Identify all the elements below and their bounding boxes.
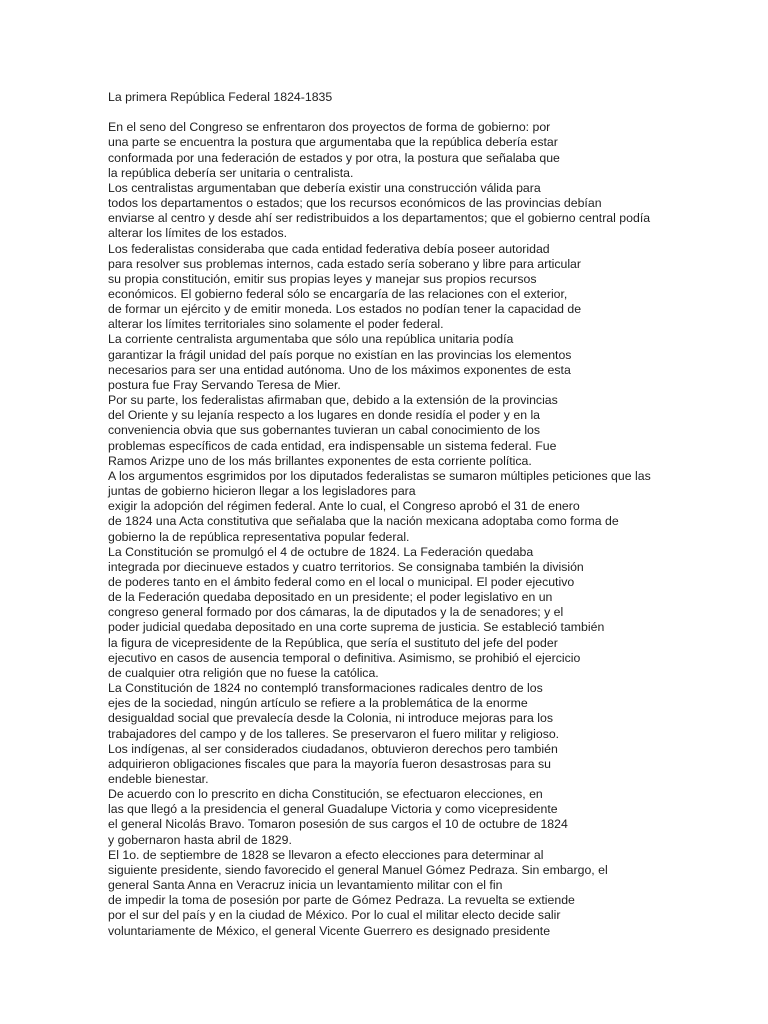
text-line: necesarios para ser una entidad autónoma. Uno de los máximos exponentes de esta <box>108 362 571 377</box>
text-line: general Santa Anna en Veracruz inicia un levantamiento militar con el fin <box>108 878 503 893</box>
text-line: su propia constitución, emitir sus propias leyes y manejar sus propios recursos <box>108 271 537 286</box>
text-line: congreso general formado por dos cámaras, la de diputados y la de senadores; y el <box>108 605 564 620</box>
text-line: por el sur del país y en la ciudad de México. Por lo cual el militar electo decide salir <box>108 908 561 923</box>
text-line: alterar los límites territoriales sino solamente el poder federal. <box>108 317 444 332</box>
text-line: postura fue Fray Servando Teresa de Mier. <box>108 377 341 392</box>
text-line: La corriente centralista argumentaba que sólo una república unitaria podía <box>108 332 514 347</box>
text-line: trabajadores del campo y de los talleres. Se preservaron el fuero militar y religioso. <box>108 726 560 741</box>
text-line: para resolver sus problemas internos, cada estado sería soberano y libre para articular <box>108 256 581 271</box>
text-line: de poderes tanto en el ámbito federal como en el local o municipal. El poder ejecutivo <box>108 574 575 589</box>
text-line: enviarse al centro y desde ahí ser redistribuidos a los departamentos; que el gobierno central podía <box>108 211 651 226</box>
document-title: La primera República Federal 1824-1835 <box>108 90 333 104</box>
text-line: la figura de vicepresidente de la República, que sería el sustituto del jefe del poder <box>108 635 558 650</box>
text-line: de cualquier otra religión que no fuese la católica. <box>108 665 379 680</box>
text-line: la república debería ser unitaria o centralista. <box>108 165 354 180</box>
text-line: La Constitución se promulgó el 4 de octubre de 1824. La Federación quedaba <box>108 544 534 559</box>
text-line: adquirieron obligaciones fiscales que para la mayoría fueron desastrosas para su <box>108 756 551 771</box>
text-line: del Oriente y su lejanía respecto a los lugares en donde residía el poder y en la <box>108 408 541 423</box>
text-line: voluntariamente de México, el general Vicente Guerrero es designado presidente <box>108 923 551 938</box>
text-line: y gobernaron hasta abril de 1829. <box>108 832 292 847</box>
text-line: Los federalistas consideraba que cada entidad federativa debía poseer autoridad <box>108 241 550 256</box>
text-line: juntas de gobierno hicieron llegar a los legisladores para <box>108 484 416 499</box>
document-body <box>108 120 668 938</box>
text-line: La Constitución de 1824 no contempló transformaciones radicales dentro de los <box>108 681 543 696</box>
text-line: conveniencia obvia que sus gobernantes tuvieran un cabal conocimiento de los <box>108 423 541 438</box>
text-line: A los argumentos esgrimidos por los diputados federalistas se sumaron múltiples peticiones que las <box>108 468 651 483</box>
text-line: alterar los límites de los estados. <box>108 226 288 241</box>
text-line: integrada por diecinueve estados y cuatro territorios. Se consignaba también la división <box>108 559 584 574</box>
text-line: de 1824 una Acta constitutiva que señalaba que la nación mexicana adoptaba como forma de <box>108 514 619 529</box>
document-page <box>108 90 668 939</box>
text-line: garantizar la frágil unidad del país porque no existían en las provincias los elementos <box>108 347 572 362</box>
text-line: de formar un ejército y de emitir moneda. Los estados no podían tener la capacidad de <box>108 302 582 317</box>
text-line: Los indígenas, al ser considerados ciudadanos, obtuvieron derechos pero también <box>108 741 558 756</box>
text-line: gobierno la de república representativa popular federal. <box>108 529 410 544</box>
text-line: de la Federación quedaba depositado en un presidente; el poder legislativo en un <box>108 590 553 605</box>
text-line: problemas específicos de cada entidad, era indispensable un sistema federal. Fue <box>108 438 557 453</box>
text-line: el general Nicolás Bravo. Tomaron posesión de sus cargos el 10 de octubre de 1824 <box>108 817 568 832</box>
text-line: las que llegó a la presidencia el general Guadalupe Victoria y como vicepresidente <box>108 802 558 817</box>
text-line: El 1o. de septiembre de 1828 se llevaron a efecto elecciones para determinar al <box>108 847 544 862</box>
text-line: desigualdad social que prevalecía desde la Colonia, ni introduce mejoras para los <box>108 711 554 726</box>
text-line: económicos. El gobierno federal sólo se encargaría de las relaciones con el exterior, <box>108 287 568 302</box>
text-line: ejecutivo en casos de ausencia temporal o definitiva. Asimismo, se prohibió el ejercicio <box>108 650 581 665</box>
text-line: siguiente presidente, siendo favorecido el general Manuel Gómez Pedraza. Sin embargo, el <box>108 862 608 877</box>
text-line: una parte se encuentra la postura que argumentaba que la república debería estar <box>108 135 558 150</box>
text-line: de impedir la toma de posesión por parte de Gómez Pedraza. La revuelta se extiende <box>108 893 575 908</box>
text-line: Ramos Arizpe uno de los más brillantes exponentes de esta corriente política. <box>108 453 532 468</box>
text-line: Por su parte, los federalistas afirmaban que, debido a la extensión de la provincias <box>108 393 558 408</box>
text-line: poder judicial quedaba depositado en una corte suprema de justicia. Se estableció también <box>108 620 605 635</box>
text-line: exigir la adopción del régimen federal. Ante lo cual, el Congreso aprobó el 31 de enero <box>108 499 580 514</box>
text-line: ejes de la sociedad, ningún artículo se refiere a la problemática de la enorme <box>108 696 528 711</box>
text-line: todos los departamentos o estados; que los recursos económicos de las provincias debían <box>108 196 602 211</box>
text-line: De acuerdo con lo prescrito en dicha Constitución, se efectuaron elecciones, en <box>108 787 543 802</box>
text-line: endeble bienestar. <box>108 772 209 787</box>
text-line: Los centralistas argumentaban que debería existir una construcción válida para <box>108 180 541 195</box>
text-line: conformada por una federación de estados y por otra, la postura que señalaba que <box>108 150 560 165</box>
text-line: En el seno del Congreso se enfrentaron dos proyectos de forma de gobierno: por <box>108 120 551 135</box>
